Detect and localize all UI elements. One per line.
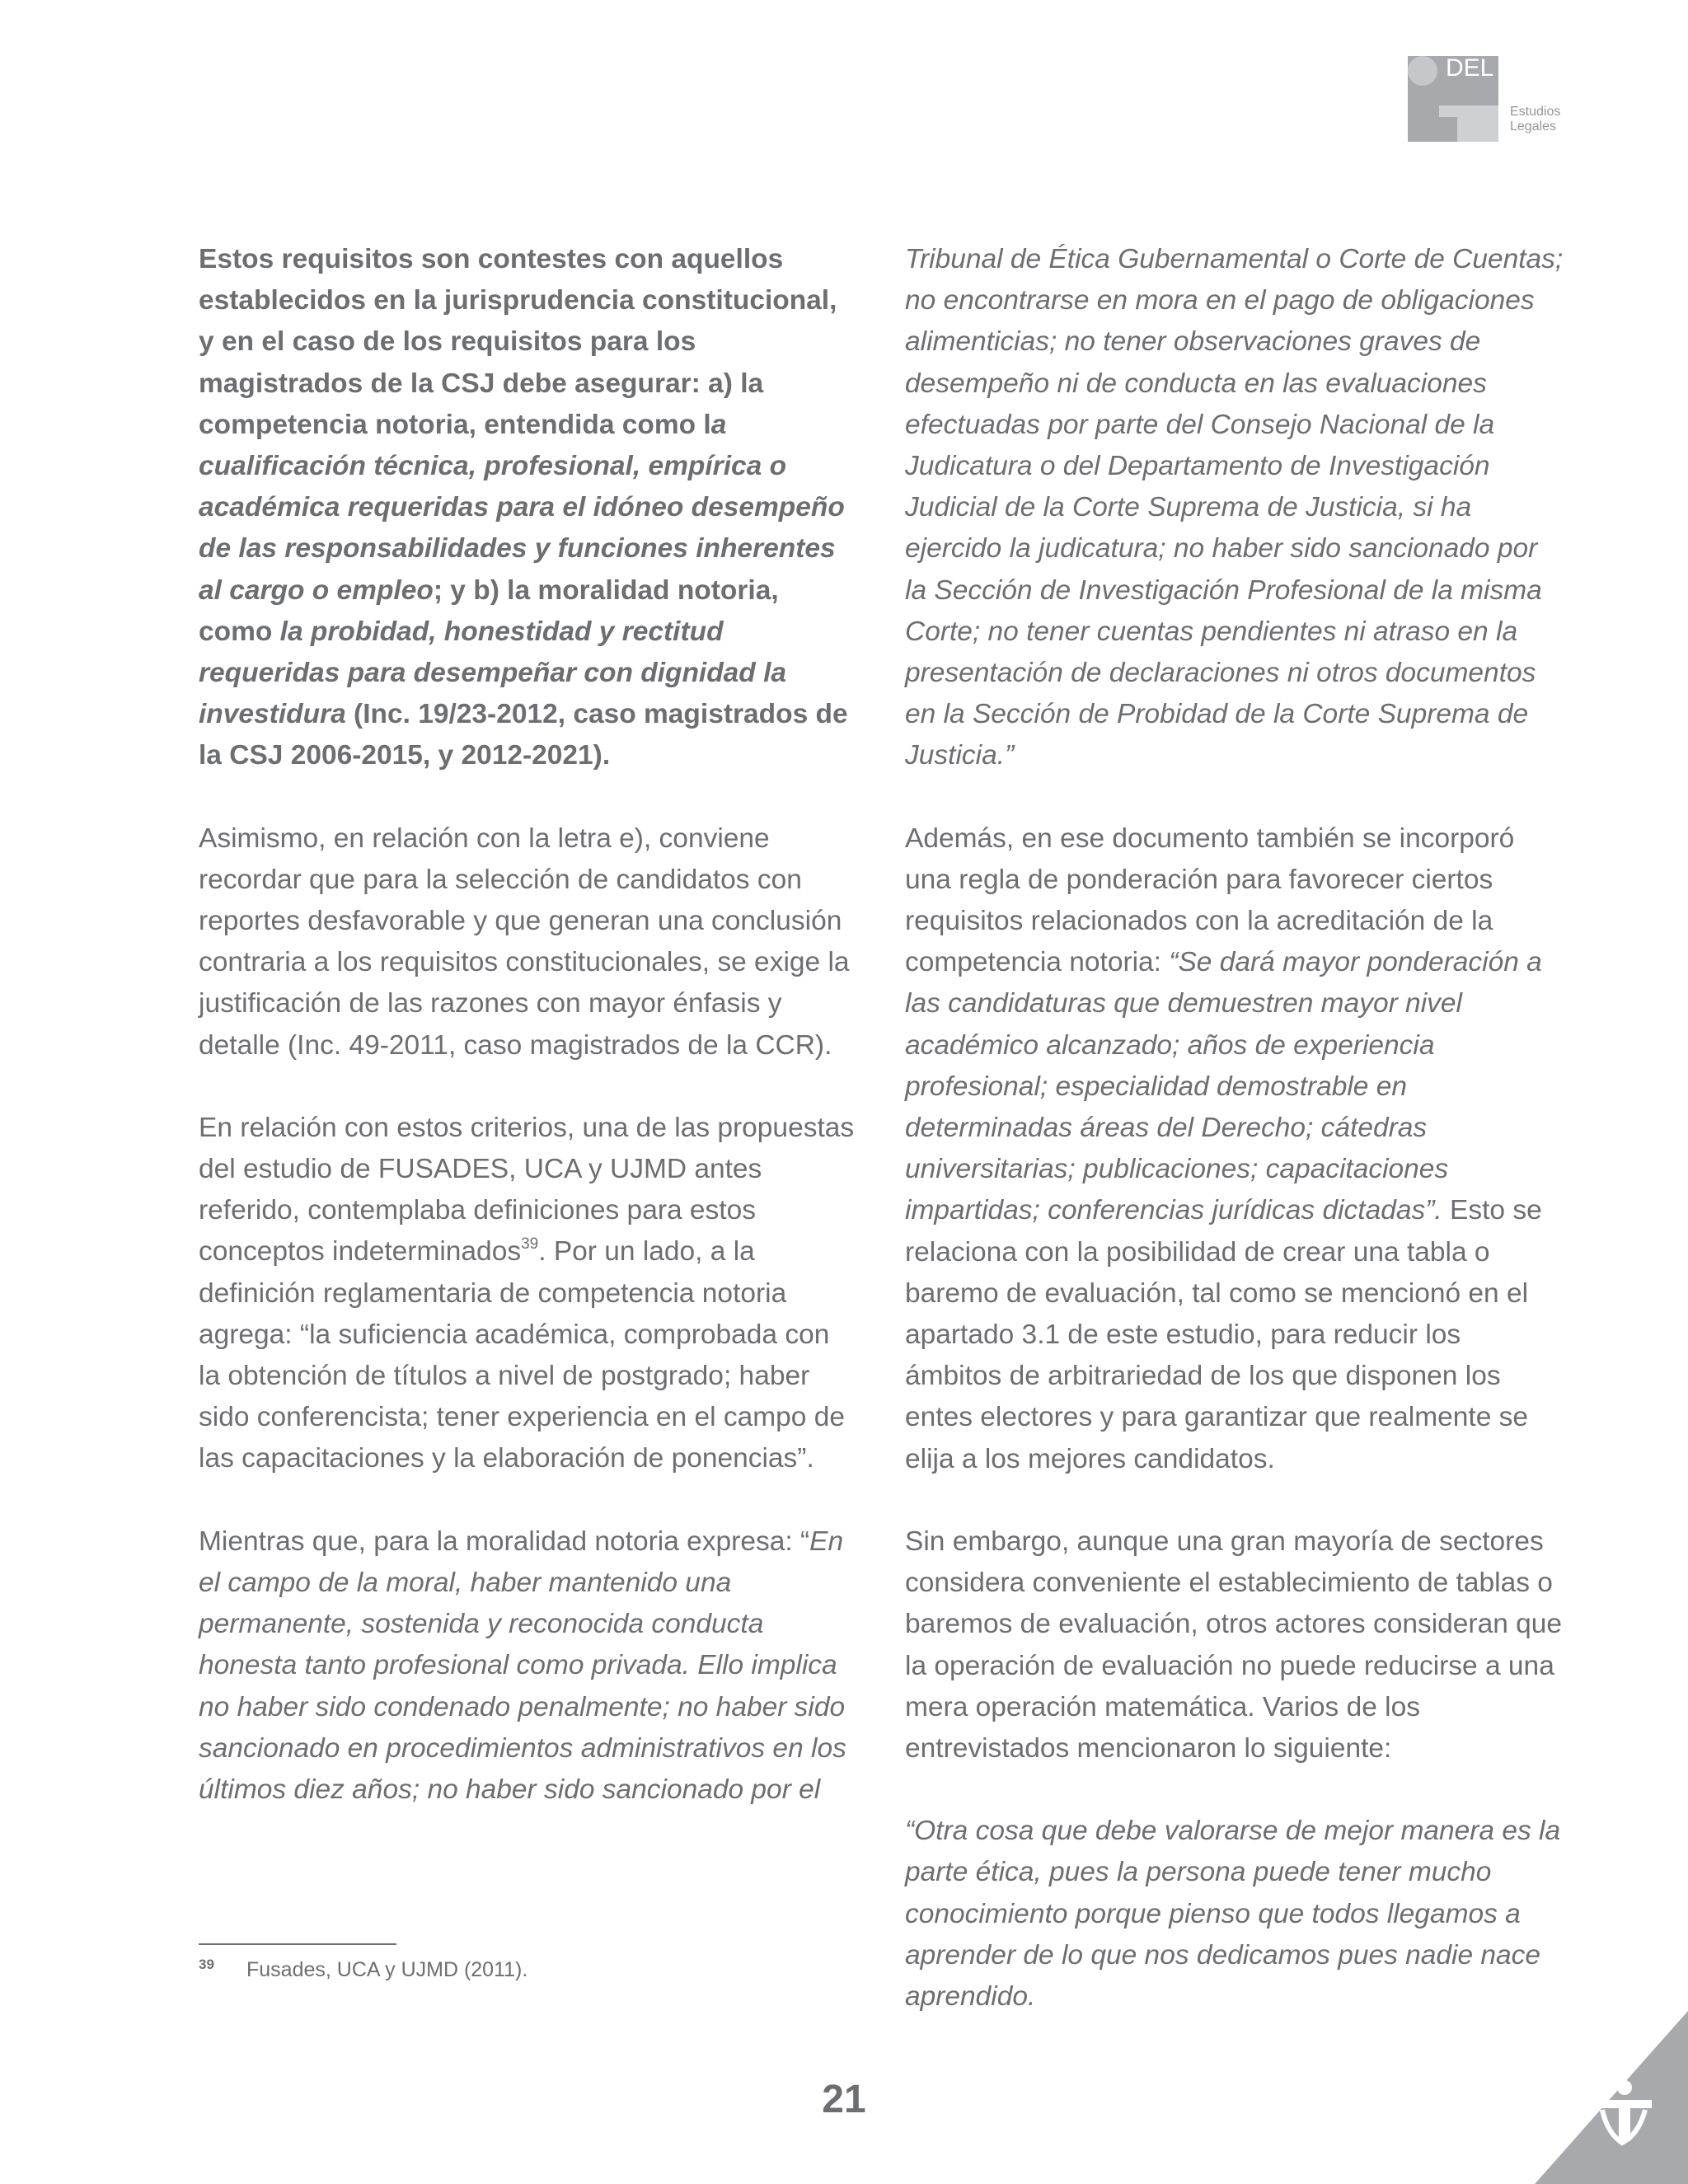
- page-number: 21: [822, 2078, 866, 2121]
- r2-text-2: Esto se relaciona con la posibilidad de crear una tabla o baremo de evaluación, tal como se mencionó en el apartado 3.1 de este estudio, para reducir los ámbitos de arbitrariedad de los que disponen los entes electores y para garantizar que realmente se elija a los mejores candidatos.: [905, 1195, 1542, 1474]
- corner-triangle: [1535, 2011, 1688, 2184]
- right-paragraph-3: Sin embargo, aunque una gran mayoría de sectores considera conveniente el establecimiento de tablas o baremos de evaluación, otros actores consideran que la operación de evaluación no puede reducirse a una mera operación matemática. Varios de los entrevistados mencionaron lo siguiente:: [905, 1526, 1563, 1764]
- right-column: [905, 239, 1564, 2059]
- footnote-number: 39: [199, 1957, 214, 1972]
- logo-sub-estudios: Estudios: [1510, 105, 1561, 119]
- r2-text-1: Además, en ese documento también se incorporó una regla de ponderación para favorecer ciertos requisitos relacionados con la acreditación de la competencia notoria:: [905, 823, 1515, 978]
- corner-emblem-icon: [1535, 2011, 1688, 2184]
- footnote-ref-39: 39: [521, 1235, 539, 1254]
- p3-text-2: . Por un lado, a la definición reglamentaria de competencia notoria agrega: “la suficiencia académica, comprobada con la obtención de títulos a nivel de postgrado; haber sido conferencista; tener experiencia en el campo de las capacitaciones y la elaboración de ponencias”.: [199, 1236, 845, 1474]
- p1-bold-3: (Inc. 19/23-2012, caso magistrados de la CSJ 2006-2015, y 2012-2021).: [199, 699, 848, 771]
- right-paragraph-1: Tribunal de Ética Gubernamental o Corte de Cuentas; no encontrarse en mora en el pago de obligaciones alimenticias; no tener observaciones graves de desempeño ni de conducta en las evaluaciones efectuadas por parte del Consejo Nacional de la Judicatura o del Departamento de Investigación Judicial de la Corte Suprema de Justicia, si ha ejercido la judicatura; no haber sido sancionado por la Sección de Investigación Profesional de la misma Corte; no tener cuentas pendientes ni atraso en la presentación de declaraciones ni otros documentos en la Sección de Probidad de la Corte Suprema de Justicia.”: [905, 244, 1564, 771]
- right-paragraph-2: [905, 818, 1564, 1480]
- left-paragraph-3: [199, 1108, 858, 1480]
- logo-circle: [1408, 56, 1437, 86]
- left-column: [199, 239, 858, 1852]
- left-paragraph-1: [199, 239, 858, 777]
- p4-text-1: Mientras que, para la moralidad notoria expresa: “: [199, 1526, 810, 1557]
- left-paragraph-2: Asimismo, en relación con la letra e), conviene recordar que para la selección de candidatos con reportes desfavorable y que generan una conclusión contraria a los requisitos constitucionales, se exige la justificación de las razones con mayor énfasis y detalle (Inc. 49-2011, caso magistrados de la CCR).: [199, 823, 850, 1061]
- p4-italic-1: En el campo de la moral, haber mantenido una permanente, sostenida y reconocida conducta honesta tanto profesional como privada. Ello implica no haber sido condenado penalmente; no haber sido sancionado en procedimientos administrativos en los últimos diez años; no haber sido sancionado por el: [199, 1526, 846, 1805]
- p1-bolditalic-2: la probidad, honestidad y rectitud requeridas para desempeñar con dignidad la investidura: [199, 616, 787, 730]
- del-logo: [1408, 56, 1589, 143]
- logo-text: DEL: [1446, 56, 1494, 82]
- p1-bold-1: Estos requisitos son contestes con aquellos establecidos en la jurisprudencia constitucional, y en el caso de los requisitos para los magistrados de la CSJ debe asegurar: a) la competencia notoria, entendida como l: [199, 244, 837, 440]
- right-paragraph-4: “Otra cosa que debe valorarse de mejor manera es la parte ética, pues la persona puede tener mucho conocimiento porque pienso que todos llegamos a aprender de lo que nos dedicamos pues nadie nace aprendido.: [905, 1816, 1561, 2012]
- left-paragraph-4: [199, 1521, 858, 1811]
- footnote-text: Fusades, UCA y UJMD (2011).: [246, 1958, 528, 1981]
- r2-italic-1: “Se dará mayor ponderación a las candidaturas que demuestren mayor nivel académico alcanzado; años de experiencia profesional; especialidad demostrable en determinadas áreas del Derecho; cátedras universitarias; publicaciones; capacitaciones impartidas; conferencias jurídicas dictadas”.: [905, 947, 1542, 1226]
- p1-bold-2: ; y b) la moralidad notoria, como: [199, 574, 779, 647]
- logo-sub-legales: Legales: [1510, 120, 1557, 134]
- footnote-divider: [199, 1943, 396, 1945]
- emblem-head-icon: [1617, 2080, 1632, 2095]
- p3-text-1: En relación con estos criterios, una de las propuestas del estudio de FUSADES, UCA y UJMD antes referido, contemplaba definiciones para estos conceptos indeterminados: [199, 1112, 855, 1268]
- footnote: [199, 1952, 528, 1983]
- p1-bolditalic-1: a cualificación técnica, profesional, empírica o académica requeridas para el idóneo desempeño de las responsabilidades y funciones inherentes al cargo o empleo: [199, 409, 845, 606]
